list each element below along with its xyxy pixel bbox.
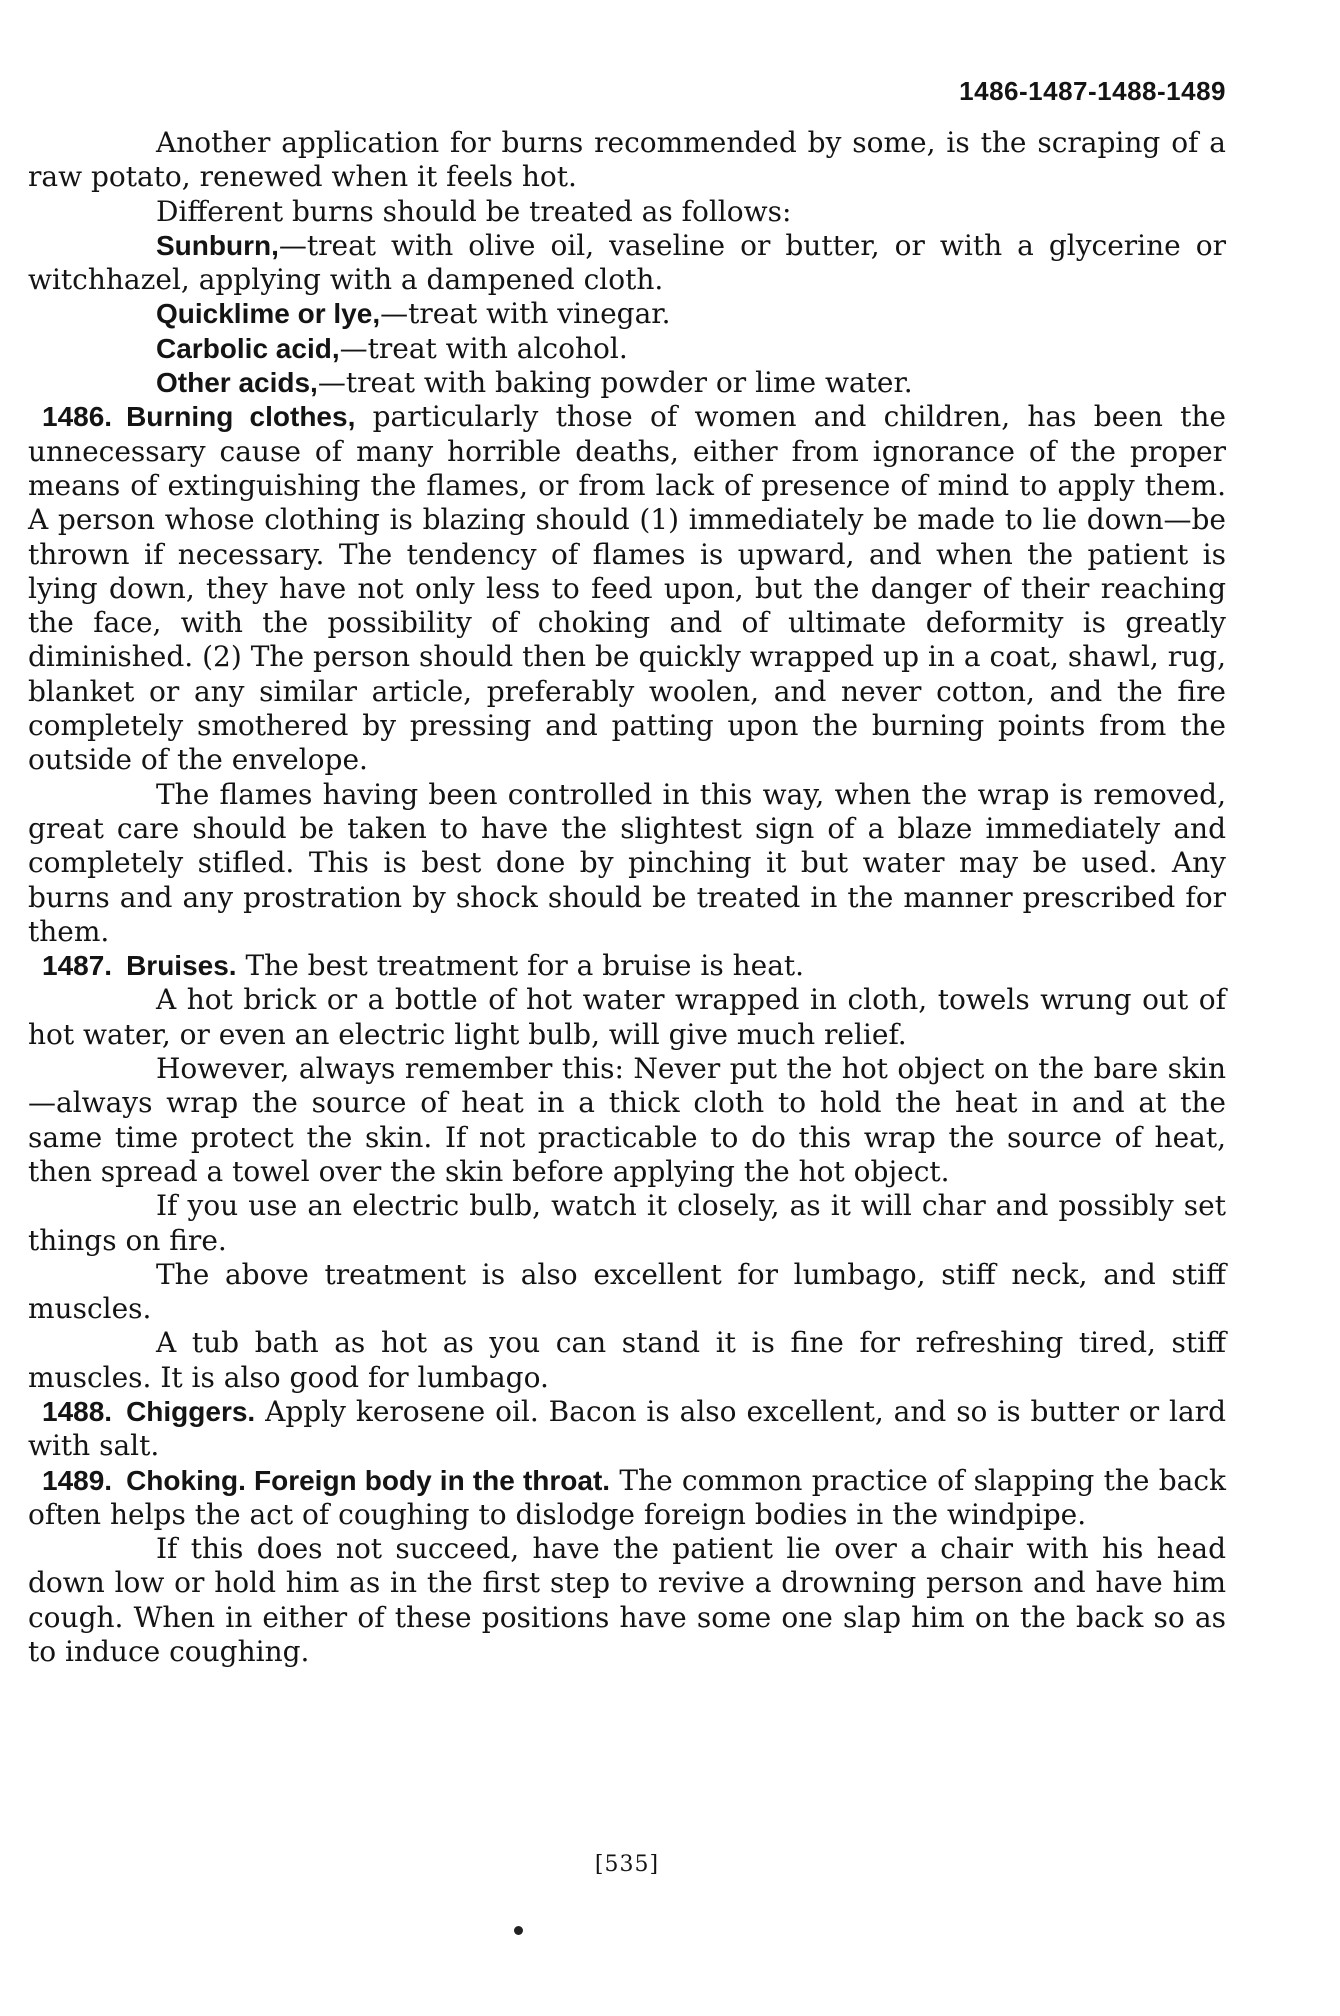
burn-treatment: —treat with baking powder or lime water.	[317, 366, 913, 400]
burn-treatment: —treat with olive oil, vaseline or butter, or with a glycerine or witchhazel, applying with a dampened cloth.	[28, 228, 1226, 297]
section-text: The best treatment for a bruise is heat.	[236, 949, 805, 983]
section-1487-paragraph: The above treatment is also excellent for lumbago, stiff neck, and stiff muscles.	[28, 1257, 1226, 1326]
ink-speck	[514, 1926, 523, 1935]
section-number: 1489.	[42, 1464, 113, 1496]
intro-paragraph: Different burns should be treated as follows:	[156, 194, 792, 228]
page-number: [535]	[594, 1852, 660, 1877]
section-1487	[28, 949, 1226, 983]
section-text: The common practice of slapping the back often helps the act of coughing to dislodge foreign bodies in the windpipe.	[28, 1463, 1227, 1531]
burn-term: Quicklime or lye,	[156, 298, 381, 330]
burn-term: Carbolic acid,	[156, 332, 340, 364]
section-1486	[28, 400, 1226, 777]
section-1489	[28, 1464, 1226, 1533]
page-header-range: 1486-1487-1488-1489	[959, 76, 1226, 106]
section-term: Chiggers.	[126, 1395, 256, 1427]
burn-treatment: —treat with vinegar.	[380, 297, 671, 331]
burn-term: Other acids,	[156, 367, 318, 399]
section-term: Choking. Foreign body in the throat.	[126, 1464, 611, 1496]
section-number: 1488.	[42, 1395, 113, 1427]
section-number: 1487.	[42, 950, 113, 982]
section-text: Apply kerosene oil. Bacon is also excellent, and so is butter or lard with salt.	[28, 1394, 1226, 1463]
burn-treatment: —treat with alcohol.	[339, 331, 628, 365]
section-1487-paragraph: A tub bath as hot as you can stand it is fine for refreshing tired, stiff muscles. It is also good for lumbago.	[28, 1326, 1226, 1394]
burn-item	[28, 229, 1226, 298]
section-text: particularly those of women and children, has been the unnecessary cause of many horrible deaths, either from ignorance of the proper means of extinguishing the flames, or from lack of presence of mind to apply them. A person whose clothing is blazing should (1) immediately be made to lie down—be thrown if necessary. The tendency of flames is upward, and when the patient is lying down, they have not only less to feed upon, but the danger of their reaching the face, with the possibility of choking and of ultimate deformity is greatly diminished. (2) The person should then be quickly wrapped up in a coat, shawl, rug, blanket or any similar article, preferably woolen, and never cotton, and the fire completely smothered by pressing and patting upon the burning points from the outside of the envelope.	[28, 400, 1226, 777]
burn-term: Sunburn,	[156, 229, 279, 261]
body-text	[28, 126, 1226, 1669]
section-number: 1486.	[42, 401, 113, 433]
section-term: Burning clothes,	[126, 401, 356, 433]
burn-item	[28, 297, 1226, 331]
section-term: Bruises.	[126, 950, 237, 982]
section-1486-paragraph: The flames having been controlled in this way, when the wrap is removed, great care should be taken to have the slightest sign of a blaze immediately and completely stifled. This is best done by pinching it but water may be used. Any burns and any prostration by shock should be treated in the manner prescribed for them.	[28, 777, 1226, 948]
intro-paragraph: Another application for burns recommended by some, is the scraping of a raw potato, renewed when it feels hot.	[28, 126, 1226, 194]
section-1489-paragraph: If this does not succeed, have the patient lie over a chair with his head down low or hold him as in the first step to revive a drowning person and have him cough. When in either of these positions have some one slap him on the back so as to induce coughing.	[28, 1532, 1226, 1669]
burn-item	[28, 366, 1226, 400]
section-1487-paragraph: If you use an electric bulb, watch it closely, as it will char and possibly set things on fire.	[28, 1189, 1226, 1257]
section-1488	[28, 1395, 1226, 1464]
section-1487-paragraph: A hot brick or a bottle of hot water wrapped in cloth, towels wrung out of hot water, or even an electric light bulb, will give much relief.	[28, 983, 1226, 1051]
section-1487-paragraph: However, always remember this: Never put the hot object on the bare skin—always wrap the source of heat in a thick cloth to hold the heat in and at the same time protect the skin. If not practicable to do this wrap the source of heat, then spread a towel over the skin before applying the hot object.	[28, 1052, 1226, 1188]
burn-item	[28, 332, 1226, 366]
